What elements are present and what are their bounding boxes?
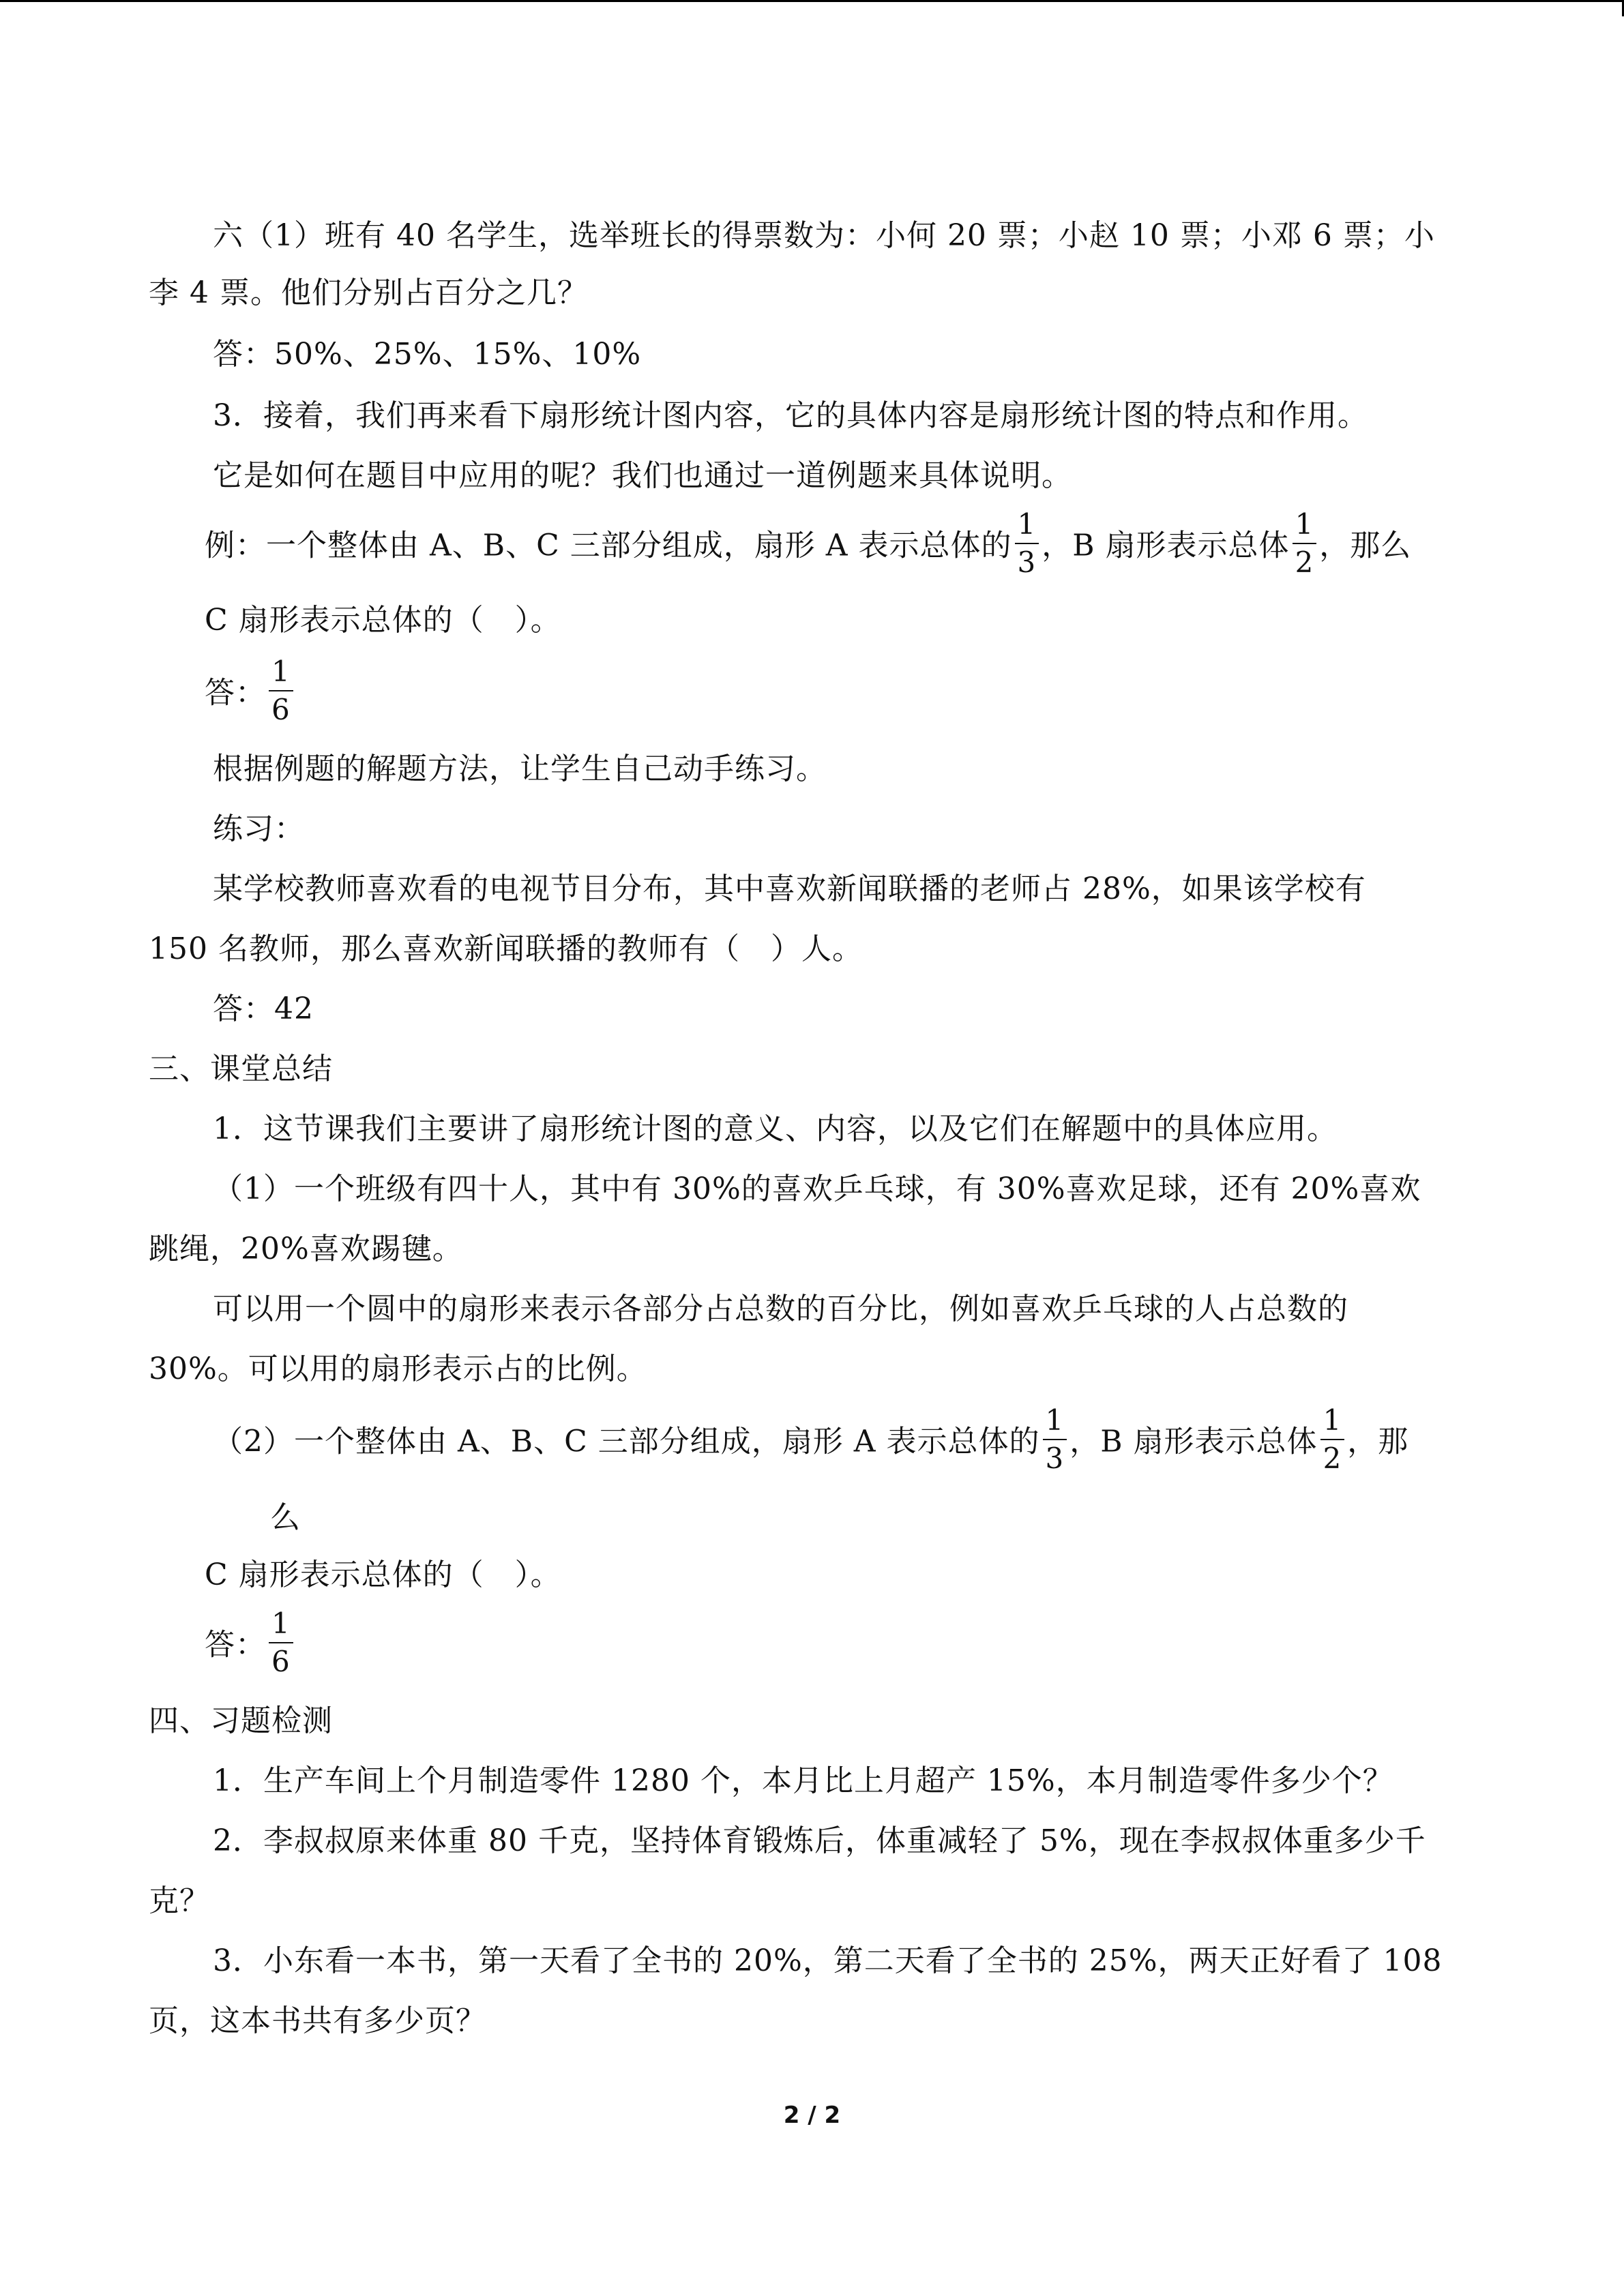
paragraph-line: （1）一个班级有四十人，其中有 30%的喜欢乒乓球，有 30%喜欢足球，还有 20%喜欢 (213, 1172, 1421, 1206)
fraction-denominator: 3 (1017, 546, 1037, 579)
fraction-one-third (1015, 507, 1039, 579)
answer-label: 答： (205, 675, 266, 711)
paragraph-line: 可以用一个圆中的扇形来表示各部分占总数的百分比，例如喜欢乒乓球的人占总数的 (213, 1292, 1348, 1326)
paragraph-line: 3．接着，我们再来看下扇形统计图内容，它的具体内容是扇形统计图的特点和作用。 (213, 398, 1368, 433)
fraction-one-third (1043, 1403, 1067, 1475)
paragraph-line: 六（1）班有 40 名学生，选举班长的得票数为：小何 20 票；小赵 10 票；小邓 6 票；小 (213, 218, 1435, 253)
example-text-b: ，B 扇形表示总体 (1042, 528, 1290, 563)
fraction-one-half (1293, 507, 1317, 579)
paragraph-line: 练习： (213, 811, 305, 846)
fraction-denominator: 6 (271, 693, 291, 726)
fraction-numerator: 1 (1043, 1406, 1067, 1440)
answer-line (205, 655, 296, 728)
paragraph-line: 根据例题的解题方法，让学生自己动手练习。 (213, 751, 827, 786)
example-text-c: ，那 (1347, 1424, 1409, 1459)
section-heading: 三、课堂总结 (149, 1052, 333, 1086)
exercise-line: 2．李叔叔原来体重 80 千克，坚持体育锻炼后，体重减轻了 5%，现在李叔叔体重多少千 (213, 1823, 1426, 1858)
paragraph-line: 150 名教师，那么喜欢新闻联播的教师有（ ）人。 (149, 931, 863, 966)
example-line (205, 507, 1412, 581)
example-text-b: ，B 扇形表示总体 (1069, 1424, 1318, 1459)
fraction-denominator: 6 (271, 1645, 291, 1678)
example-line (213, 1403, 1409, 1477)
fraction-numerator: 1 (269, 1609, 293, 1643)
paragraph-line: 它是如何在题目中应用的呢？我们也通过一道例题来具体说明。 (213, 458, 1072, 493)
fraction-denominator: 2 (1295, 546, 1314, 579)
fraction-numerator: 1 (1320, 1406, 1345, 1440)
paragraph-line: 李 4 票。他们分别占百分之几？ (149, 275, 588, 310)
exercise-line: 1．生产车间上个月制造零件 1280 个，本月比上月超产 15%，本月制造零件多少个？ (213, 1763, 1393, 1798)
example-text-a: （2）一个整体由 A、B、C 三部分组成，扇形 A 表示总体的 (213, 1424, 1040, 1459)
exercise-line: 页，这本书共有多少页？ (149, 2003, 486, 2038)
answer-line (205, 1607, 296, 1680)
section-heading: 四、习题检测 (149, 1703, 333, 1738)
fraction-numerator: 1 (1293, 510, 1317, 544)
paragraph-line: 某学校教师喜欢看的电视节目分布，其中喜欢新闻联播的老师占 28%，如果该学校有 (213, 871, 1366, 906)
example-text-c: ，那么 (1319, 528, 1412, 563)
page-number: 2 / 2 (783, 2102, 841, 2129)
fraction-one-sixth (269, 657, 293, 724)
paragraph-line: C 扇形表示总体的（ ）。 (205, 603, 561, 638)
fraction-numerator: 1 (1015, 510, 1039, 544)
paragraph-line: 么 (270, 1500, 301, 1535)
answer-label: 答： (205, 1627, 266, 1663)
paragraph-line: 30%。可以用的扇形表示占的比例。 (149, 1352, 647, 1386)
fraction-one-sixth (269, 1609, 293, 1676)
exercise-line: 克？ (149, 1883, 210, 1918)
paragraph-line: C 扇形表示总体的（ ）。 (205, 1557, 561, 1592)
fraction-one-half (1320, 1403, 1345, 1475)
example-text-a: 例：一个整体由 A、B、C 三部分组成，扇形 A 表示总体的 (205, 528, 1012, 563)
exercise-line: 3．小东看一本书，第一天看了全书的 20%，第二天看了全书的 25%，两天正好看了 108 (213, 1943, 1443, 1978)
fraction-numerator: 1 (269, 657, 293, 691)
fraction-denominator: 2 (1323, 1442, 1342, 1475)
paragraph-line: 跳绳，20%喜欢踢毽。 (149, 1232, 463, 1266)
answer-line: 答：50%、25%、15%、10% (213, 337, 642, 372)
fraction-denominator: 3 (1045, 1442, 1065, 1475)
paragraph-line: 1．这节课我们主要讲了扇形统计图的意义、内容，以及它们在解题中的具体应用。 (213, 1112, 1338, 1146)
answer-line: 答：42 (213, 992, 314, 1026)
